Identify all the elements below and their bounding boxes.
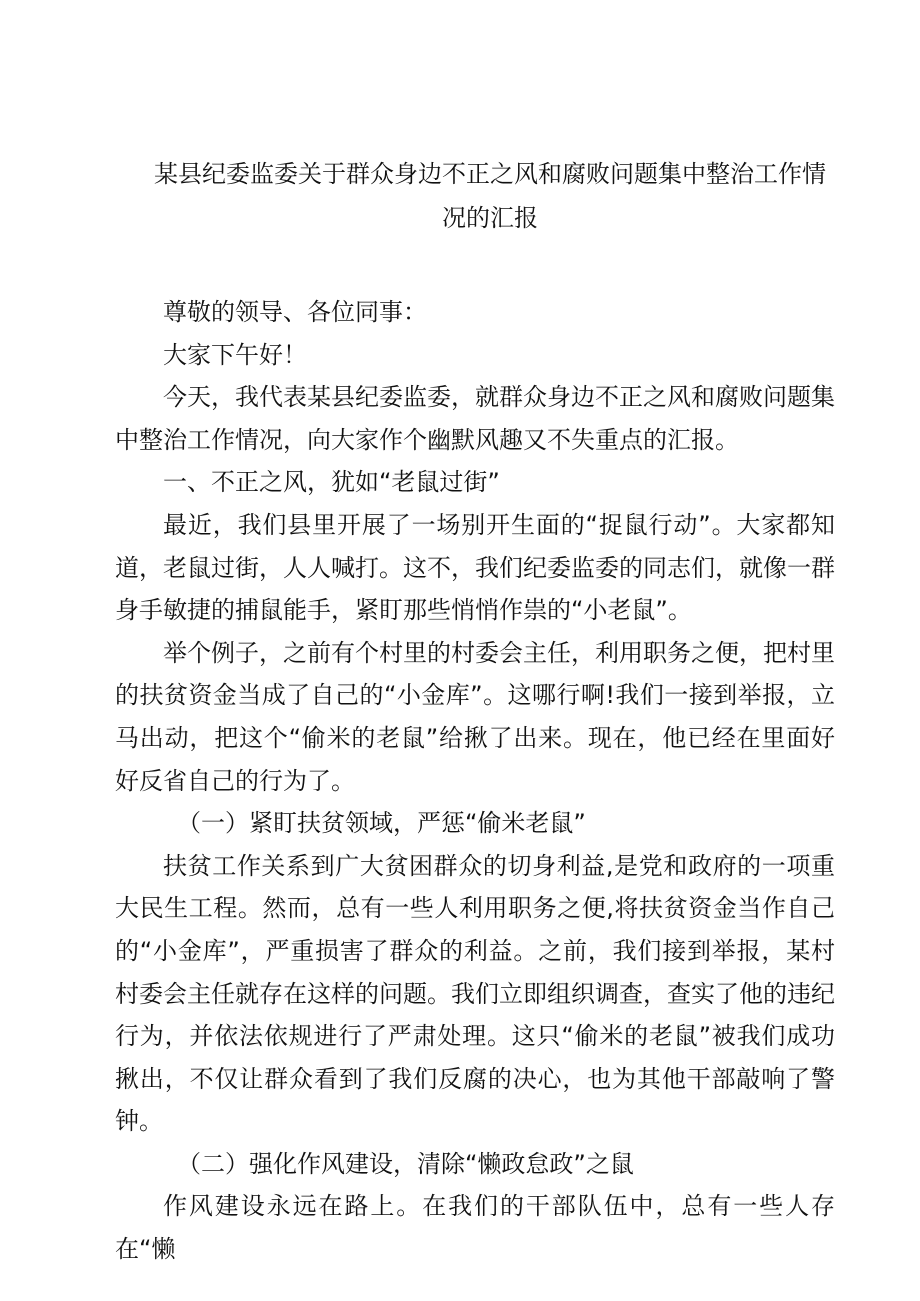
salutation: 尊敬的领导、各位同事： <box>163 298 427 326</box>
section-heading-1: 一、不正之风，犹如“老鼠过街” <box>163 468 500 497</box>
greeting: 大家下午好！ <box>163 340 307 369</box>
intro-paragraph: 今天，我代表某县纪委监委，就群众身边不正之风和腐败问题集中整治工作情况，向大家作个幽默风趣又不失重点的汇报。 <box>115 383 835 454</box>
subsection-heading-2: （二）强化作风建设，清除“懒政怠政”之鼠 <box>177 1149 634 1178</box>
title-line-2: 况的汇报 <box>442 204 538 232</box>
body-paragraph: 举个例子，之前有个村里的村委会主任，利用职务之便，把村里的扶贫资金当成了自己的“小金库”。这哪行啊!我们一接到举报，立马出动，把这个“偷米的老鼠”给揪了出来。现在，他已经在里面好好反省自己的行为了。 <box>115 638 835 795</box>
body-paragraph: 扶贫工作关系到广大贫困群众的切身利益,是党和政府的一项重大民生工程。然而，总有一些人利用职务之便,将扶贫资金当作自己的“小金库”，严重损害了群众的利益。之前，我们接到举报，某村村委会主任就存在这样的问题。我们立即组织调查，查实了他的违纪行为，并依法依规进行了严肃处理。这只“偷米的老鼠”被我们成功揪出，不仅让群众看到了我们反腐的决心，也为其他干部敲响了警钟。 <box>115 851 835 1136</box>
subsection-heading-1: （一）紧盯扶贫领域，严惩“偷米老鼠” <box>177 809 586 838</box>
document-title <box>115 152 865 240</box>
body-paragraph: 最近，我们县里开展了一场别开生面的“捉鼠行动”。大家都知道，老鼠过街，人人喊打。这不，我们纪委监委的同志们，就像一群身手敏捷的捕鼠能手，紧盯那些悄悄作祟的“小老鼠”。 <box>115 510 835 625</box>
title-line-1: 某县纪委监委关于群众身边不正之风和腐败问题集中整治工作情 <box>154 160 826 188</box>
document-body <box>115 291 835 1271</box>
body-paragraph: 作风建设永远在路上。在我们的干部队伍中，总有一些人存在“懒 <box>115 1192 835 1264</box>
